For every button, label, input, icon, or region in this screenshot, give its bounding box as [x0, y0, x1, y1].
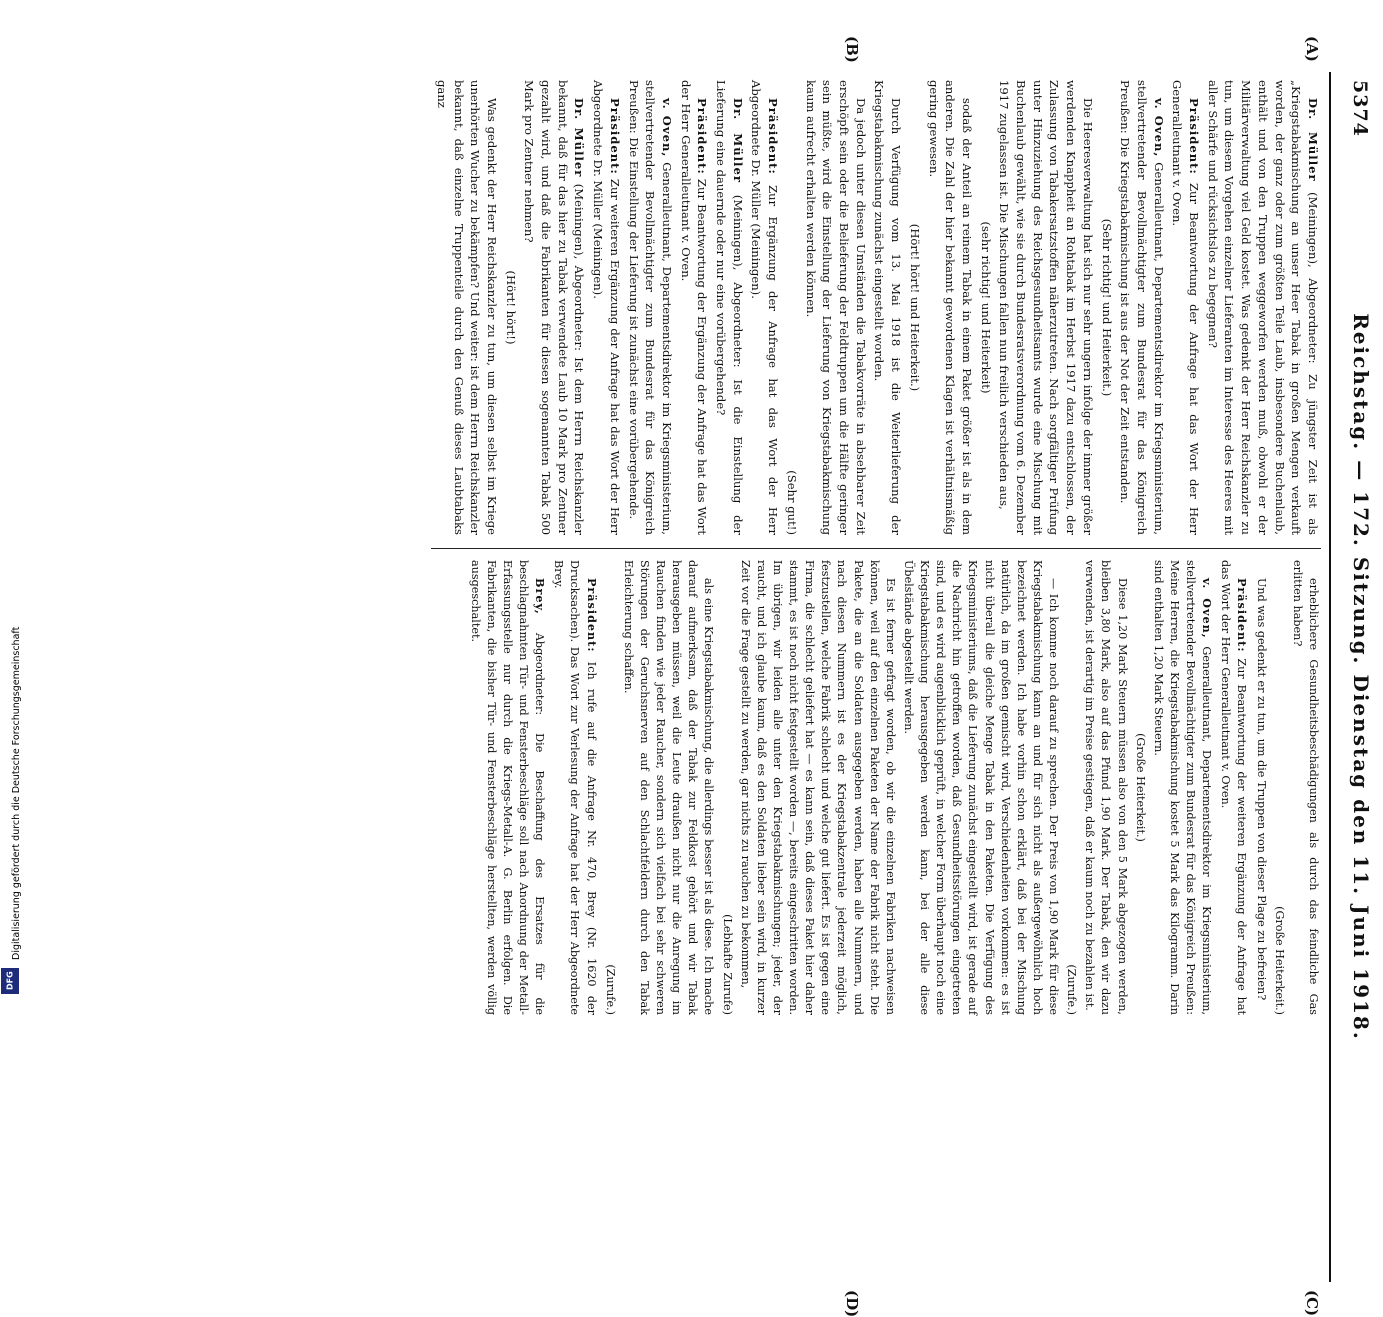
paragraph-text: Da jedoch unter diesen Umständen die Tabakvorräte in absehbarer Zeit erschöpft sein oder die Belieferung der Feldtruppen um die Hälfte geringer sein müßte, wird die Einstellung der Lieferung von Kriegstabakmischung kaum aufrecht erhalten werden können.: [803, 80, 868, 535]
paragraph-text: Was gedenkt der Herr Reichskanzler zu tun, um diesen selbst im Kriege unerhörten Wucher zu bekämpfen? Und weiter: ist dem Herrn Reichskanzler bekannt, daß einzelne Truppenteile durch den Genuß dieses Laubtabaks ganz: [434, 80, 499, 535]
paragraph-text: Es ist ferner gefragt worden, ob wir die einzelnen Fabriken nachweisen können, weil auf den einzelnen Paketen der Name der Fabrik nicht steht. Die Pakete, die an die Soldaten ausgegeben werden, haben alle Nummern, und nach diesen Nummern ist es der Kriegstabakzentrale jederzeit möglich, festzustellen, welche Fabrik schlecht und welche gut liefert. Es ist gegen eine Firma, die schlecht geliefert hat — es kann sein, daß dieses Paket hier daher stammt, es ist noch nicht festgestellt worden —, bereits eingeschritten worden. Im übrigen, wir leiden alle unter den Kriegstabakmischungen; jeder, der raucht, und ich glaube kaum, daß es den Soldaten lieber sein wird, in kurzer Zeit vor die Frage gestellt zu werden, gar nichts zu rauchen zu bekommen,: [738, 560, 897, 1015]
speaker-name: Präsident:: [695, 98, 710, 175]
paragraph-text: Zur Ergänzung der Anfrage hat das Wort der Herr Abgeordnete Dr. Müller (Meiningen).: [749, 80, 781, 535]
paragraph-text: Abgeordneter: Die Beschaffung des Ersatzes für die beschlagnahmten Tür- und Fensterbeschläge soll nach Anordnung der Metall-Erfassungsstelle nur durch die Kriegs-Metall-A. G. Berlin erfolgen. Die Fabrikanten, die bisher Tür- und Fensterbeschläge herstellten, werden völlig ausgeschaltet.: [468, 560, 547, 1015]
paragraph-text: Diese 1,20 Mark Steuern müssen also von den 5 Mark abgezogen werden, bleiben 3,80 Mark, also auf das Pfund 1,90 Mark. Der Tabak, den wir dazu verwenden, ist derartig im Preise gestiegen, daß er kaum noch zu bezahlen ist.: [1083, 560, 1129, 1015]
paragraph: [712, 80, 745, 535]
paragraph-text: (Große Heiterkeit.): [1272, 906, 1286, 1015]
paragraph: [1204, 80, 1321, 535]
margin-letter-a: (A): [1303, 36, 1321, 62]
paragraph-text: Zur Beantwortung der weiteren Ergänzung der Anfrage hat das Wort der Herr Generalleutnant v. Oven.: [1219, 560, 1249, 1015]
paragraph-text: (Meiningen), Abgeordneter: Ist die Einstellung der Lieferung eine dauernde oder nur eine vorübergehende?: [714, 80, 745, 536]
interjection: [1132, 560, 1148, 1015]
credit-sidebar: [0, 0, 22, 1000]
paragraph-text: Durch Verfügung vom 13. Mai 1918 ist die Weiterlieferung der Kriegstabakmischung zunächst eingestellt worden.: [872, 80, 904, 535]
header-rule: [1329, 72, 1331, 1282]
interjection: [783, 80, 800, 535]
interjection: [602, 560, 618, 1015]
page-header: [1325, 72, 1375, 1282]
speaker-name: Dr. Müller: [730, 98, 745, 183]
paragraph: [625, 80, 675, 535]
paragraph: [1169, 80, 1202, 535]
margin-letter-d: (D): [843, 1290, 861, 1317]
paragraph: [1150, 560, 1216, 1015]
speaker-name: Dr. Müller: [572, 98, 587, 178]
speaker-name: Präsident:: [1235, 578, 1250, 653]
paragraph: [1253, 560, 1269, 1015]
paragraph: [677, 80, 710, 535]
speaker-name: v. Oven,: [1200, 578, 1215, 639]
speaker-name: Präsident:: [1187, 98, 1202, 175]
paragraph-text: (Sehr richtig! und Heiterkeit.): [1099, 218, 1114, 397]
document-page: [53, 0, 1383, 1317]
paragraph: [1117, 80, 1167, 535]
paragraph-text: Generalleutnant, Departementsdirektor im Kriegsministerium, stellvertretender Bevollmächtigter zum Bundesrat für das Königreich Preußen: Meine Herren, die Kriegstabakmischung kostet 5 Mark das Kilogramm. Darin sind enthalten 1,20 Mark Steuern.: [1151, 560, 1214, 1016]
paragraph-text: (Meiningen), Abgeordneter: Zu jüngster Zeit ist als „Kriegstabakmischung an unser Heer Tabak in großen Mengen verkauft worden, der ganz oder zum größten Teile Laub, insbesondere Buchenlaub, enthält und von den Truppen weggeworfen werden muß, obwohl er der Militärverwaltung viel Geld kostet. Was gedenkt der Herr Reichskanzler zu tun, um diesem Vorgehen einzelner Lieferanten im Interesse des Heeres mit aller Schärfe und rücksichtslos zu begegnen?: [1205, 80, 1320, 535]
paragraph: [925, 80, 975, 535]
paragraph-text: Generalleutnant, Departementsdirektor im Kriegsministerium, stellvertretender Bevollmächtigter zum Bundesrat für das Königreich Preußen: Die Kriegstabakmischung ist aus der Not der Zeit entstanden.: [1118, 80, 1166, 535]
speaker-name: Präsident:: [584, 578, 599, 653]
paragraph-text: Zur Beantwortung der Anfrage hat das Wort der Herr Generalleutnant v. Oven.: [1170, 80, 1202, 536]
paragraph-text: Zur weiteren Ergänzung der Anfrage hat das Wort der Herr Abgeordnete Dr. Müller (Meiningen).: [591, 80, 622, 535]
paragraph: [871, 80, 904, 535]
page-number: 5374: [1349, 80, 1371, 137]
paragraph-text: erheblichere Gesundheitsbeschädigungen als durch das feindliche Gas erlitten haben?: [1290, 560, 1320, 1015]
paragraph-text: Und was gedenkt er zu tun, um die Truppen von dieser Plage zu befreien?: [1254, 578, 1268, 1001]
paragraph-text: Generalleutnant, Departementsdirektor im Kriegsministerium, stellvertretender Bevollmächtigter zum Bundesrat für das Königreich Preußen: Die Einstellung der Lieferung ist zunächst eine vorübergehende.: [626, 80, 674, 535]
interjection: [1098, 80, 1115, 535]
paragraph-text: (Zurufe.): [603, 964, 617, 1015]
paragraph: [1289, 560, 1321, 1015]
paragraph-text: sodaß der Anteil an reinem Tabak in einem Paket größer ist als in dem anderen. Die Zahl der hier bekannt gewordenen Klagen ist verhältnismäßig gering gewesen.: [926, 80, 974, 535]
speaker-name: Präsident:: [607, 98, 622, 175]
paragraph: [467, 560, 549, 1015]
dfg-logo: DFG: [1, 968, 19, 994]
paragraph-text: als eine Kriegstabakmischung, die allerdings besser ist als diese. Ich mache darauf aufmerksam, daß der Tabak zur Feldkost gehört und wir Tabak herausgeben müssen, weil die Leute draußen nicht nur die Anregung im Rauchen finden wie jeder Raucher, sondern sich vielfach bei sehr schweren Störungen der Geruchsnerven auf den Schlachtfeldern durch den Tabak Erleichterung schaffen.: [621, 560, 716, 1015]
paragraph-text: (Große Heiterkeit.): [1133, 733, 1147, 842]
interjection: [1271, 560, 1287, 1015]
interjection: [906, 80, 923, 535]
paragraph: [433, 80, 500, 535]
paragraph-text: (Zurufe.): [1065, 964, 1079, 1015]
interjection: [977, 80, 994, 535]
paragraph-text: (Meiningen), Abgeordneter: Ist dem Herrn Reichskanzler bekannt, daß für das hier zu Tabak verwendete Laub 10 Mark pro Zentner gezahlt wird, und daß die Fabrikanten für diesen sogenannten Tabak 500 Mark pro Zentner nehmen?: [522, 80, 587, 535]
speaker-name: Präsident:: [766, 98, 781, 175]
speaker-name: v. Oven,: [1151, 98, 1166, 158]
paragraph: [802, 80, 869, 535]
paragraph: [748, 80, 781, 535]
paragraph-text: (Hört! hört!): [503, 270, 518, 345]
paragraph: [1081, 560, 1129, 1015]
interjection: [502, 80, 519, 535]
paragraph: [550, 560, 599, 1015]
paragraph: [900, 560, 1061, 1015]
digitization-credit: Digitalisierung gefördert durch die Deutsche Forschungsgemeinschaft: [11, 626, 22, 960]
right-column: [431, 560, 1321, 1015]
paragraph: [589, 80, 622, 535]
paragraph: [737, 560, 898, 1015]
paragraph-text: Die Heeresverwaltung hat sich nur sehr ungern infolge der immer größer werdenden Knappheit an Rohtabak im Herbst 1917 dazu entschlossen, der Zulassung von Tabakersatzstoffen näherzutreten. Nach sorgfältiger Prüfung unter Hinzuziehung des Reichsgesundheitsamts wurde eine Mischung mit Buchenlaub gewählt, wie sie durch Bundesratsverordnung vom 6. Dezember 1917 zugelassen ist. Die Mischungen fallen nun freilich verschieden aus,: [997, 80, 1095, 535]
paragraph-text: (Hört! hört! und Heiterkeit.): [907, 223, 922, 392]
column-divider: [431, 548, 1321, 549]
paragraph: [521, 80, 588, 535]
speaker-name: v. Oven,: [659, 98, 674, 158]
left-column: [431, 80, 1321, 535]
running-title: Reichstag. — 172. Sitzung. Dienstag den 11. Juni 1918.: [1349, 313, 1373, 1041]
speaker-name: Brey,: [533, 578, 548, 615]
margin-letter-b: (B): [843, 36, 861, 63]
margin-letter-c: (C): [1303, 1290, 1321, 1317]
speaker-name: Dr. Müller: [1306, 98, 1320, 182]
paragraph-text: (Lebhafte Zurufe): [720, 914, 734, 1015]
paragraph: [620, 560, 717, 1015]
paragraph-text: — Ich komme noch darauf zu sprechen. Der Preis von 1,90 Mark für diese Kriegstabakmischung kann an und für sich nicht als außergewöhnlich hoch bezeichnet werden. Ich habe vorhin schon erklärt, daß bei der Mischung natürlich, da im großen gemischt wird, Verschiedenheiten vorkommen: es ist nicht überall die gleiche Menge Tabak in den Paketen. Die Verfügung des Kriegsministeriums, daß die Lieferung zunächst eingestellt wird, ist gerade auf die Nachricht hin getroffen worden, daß Gesundheitsstörungen eingetreten sind, und es wird augenblicklich geprüft, in welcher Form überhaupt noch eine Kriegstabakmischung herausgegeben werden kann, bei der alle diese Übelstände abgestellt werden.: [902, 560, 1061, 1015]
paragraph-text: Ich rufe auf die Anfrage Nr. 470, Brey (Nr. 1620 der Drucksachen). Das Wort zur Verlesung der Anfrage hat der Herr Abgeordnete Brey.: [552, 560, 598, 1015]
paragraph-text: (Sehr gut!): [784, 470, 799, 535]
interjection: [719, 560, 735, 1015]
interjection: [1063, 560, 1079, 1015]
paragraph-text: Zur Beantwortung der Ergänzung der Anfrage hat das Wort der Herr Generalleutnant v. Oven.: [678, 80, 710, 535]
paragraph: [996, 80, 1096, 535]
paragraph: [1217, 560, 1250, 1015]
paragraph-text: (sehr richtig! und Heiterkeit): [978, 221, 993, 394]
